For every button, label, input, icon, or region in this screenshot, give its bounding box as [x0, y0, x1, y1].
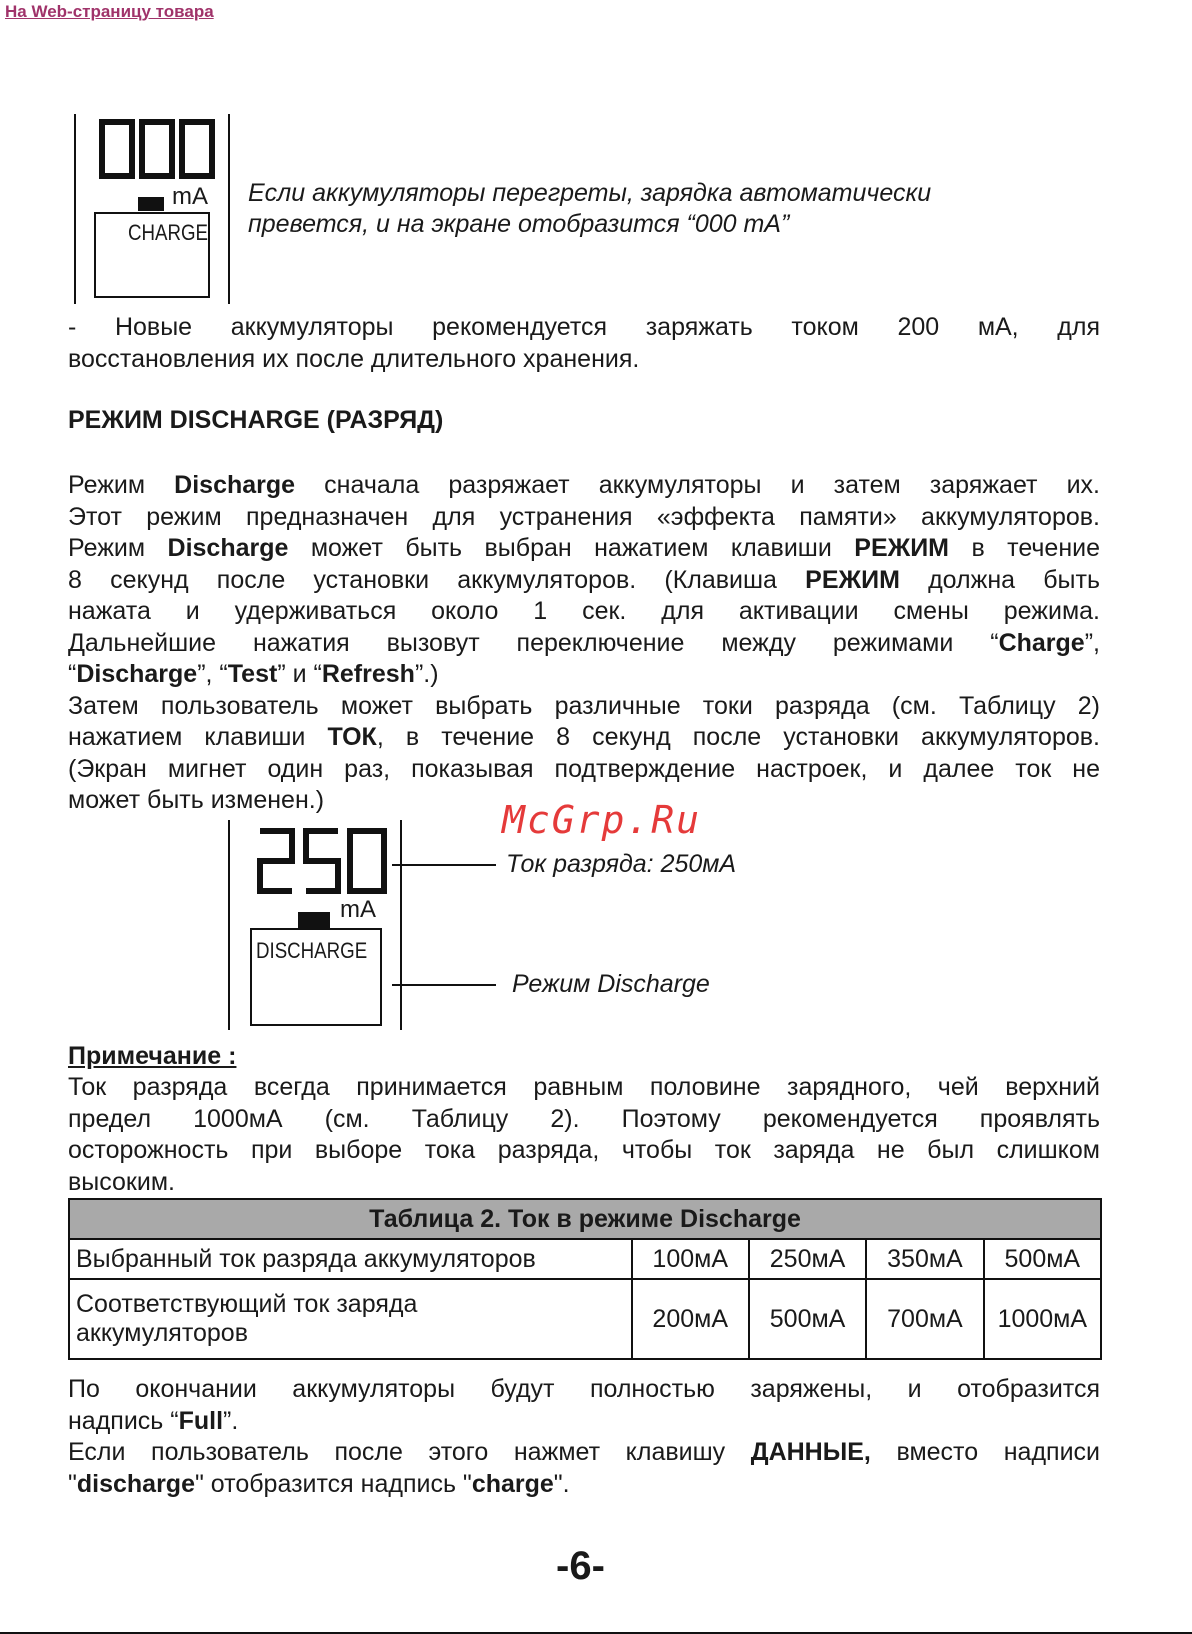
page-number: -6-: [556, 1544, 605, 1588]
current-pointer-line: [392, 864, 496, 866]
table-row: [69, 1239, 1101, 1279]
table-cell: 250мА: [749, 1239, 866, 1279]
table-title: Таблица 2. Ток в режиме Discharge: [69, 1199, 1101, 1239]
new-batteries-paragraph: - Новые аккумуляторы рекомендуется заряжать током 200 мА, для восстановления их после длительного хранения.: [68, 313, 1100, 373]
lcd-indicator-bar: [298, 912, 330, 928]
product-page-link[interactable]: На Web-страницу товара: [5, 2, 214, 21]
lcd-indicator-bar: [138, 197, 164, 211]
note-title: Примечание :: [68, 1042, 237, 1070]
table-cell: 1000мА: [984, 1279, 1101, 1359]
ending-paragraph: По окончании аккумуляторы будут полностью заряжены, и отобразится надпись “Full”. Если пользователь после этого нажмет клавишу ДАННЫЕ, вместо надписи "discharge" отобразится надпись "charge".: [68, 1375, 1100, 1498]
table-cell: 350мА: [866, 1239, 983, 1279]
discharge-mode-label: Режим Discharge: [512, 970, 710, 998]
table-row: [69, 1279, 1101, 1359]
table-row-label: Соответствующий ток заряда аккумуляторов: [69, 1279, 632, 1359]
table-row-label: Выбранный ток разряда аккумуляторов: [69, 1239, 632, 1279]
table-cell: 500мА: [984, 1239, 1101, 1279]
table-cell: 200мА: [632, 1279, 749, 1359]
mode-pointer-line: [392, 984, 496, 986]
watermark: McGrp.Ru: [502, 798, 702, 842]
lcd-digits-250: [254, 826, 394, 896]
table-cell: 700мА: [866, 1279, 983, 1359]
discharge-description: Режим Discharge сначала разряжает аккумуляторы и затем заряжает их. Этот режим предназначен для устранения «эффекта памяти» аккумуляторов. Режим Discharge может быть выбран нажатием клавиши РЕЖИМ в течение 8 секунд после установки аккумуляторов. (Клавиша РЕЖИМ должна быть нажата и удерживаться около 1 сек. для активации смены режима. Дальнейшие нажатия вызовут переключение между режимами “Charge”, “Discharge”, “Test” и “Refresh”.) Затем пользователь может выбрать различные токи разряда (см. Таблицу 2) нажатием клавиши ТОК, в течение 8 секунд после установки аккумуляторов. (Экран мигнет один раз, показывая подтверждение настроек, и далее ток не может быть изменен.): [68, 471, 1101, 814]
lcd-mode-label: CHARGE: [128, 220, 209, 245]
lcd-digits-000: [98, 118, 218, 180]
lcd-unit: mA: [172, 183, 208, 210]
lcd-mode-label: DISCHARGE: [256, 938, 368, 963]
section-heading: РЕЖИМ DISCHARGE (РАЗРЯД): [68, 406, 444, 434]
lcd-unit: mA: [340, 896, 376, 923]
table-cell: 100мА: [632, 1239, 749, 1279]
discharge-current-table: [68, 1198, 1102, 1360]
overheat-caption: Если аккумуляторы перегреты, зарядка автоматически превется, и на экране отобразится “000 mA”: [248, 179, 932, 238]
note-text: Ток разряда всегда принимается равным половине зарядного, чей верхний предел 1000мА (см. Таблицу 2). Поэтому рекомендуется проявлять осторожность при выборе тока разряда, чтобы ток заряда не был слишком высоким.: [68, 1073, 1100, 1196]
discharge-current-label: Ток разряда: 250мА: [506, 850, 737, 878]
table-cell: 500мА: [749, 1279, 866, 1359]
